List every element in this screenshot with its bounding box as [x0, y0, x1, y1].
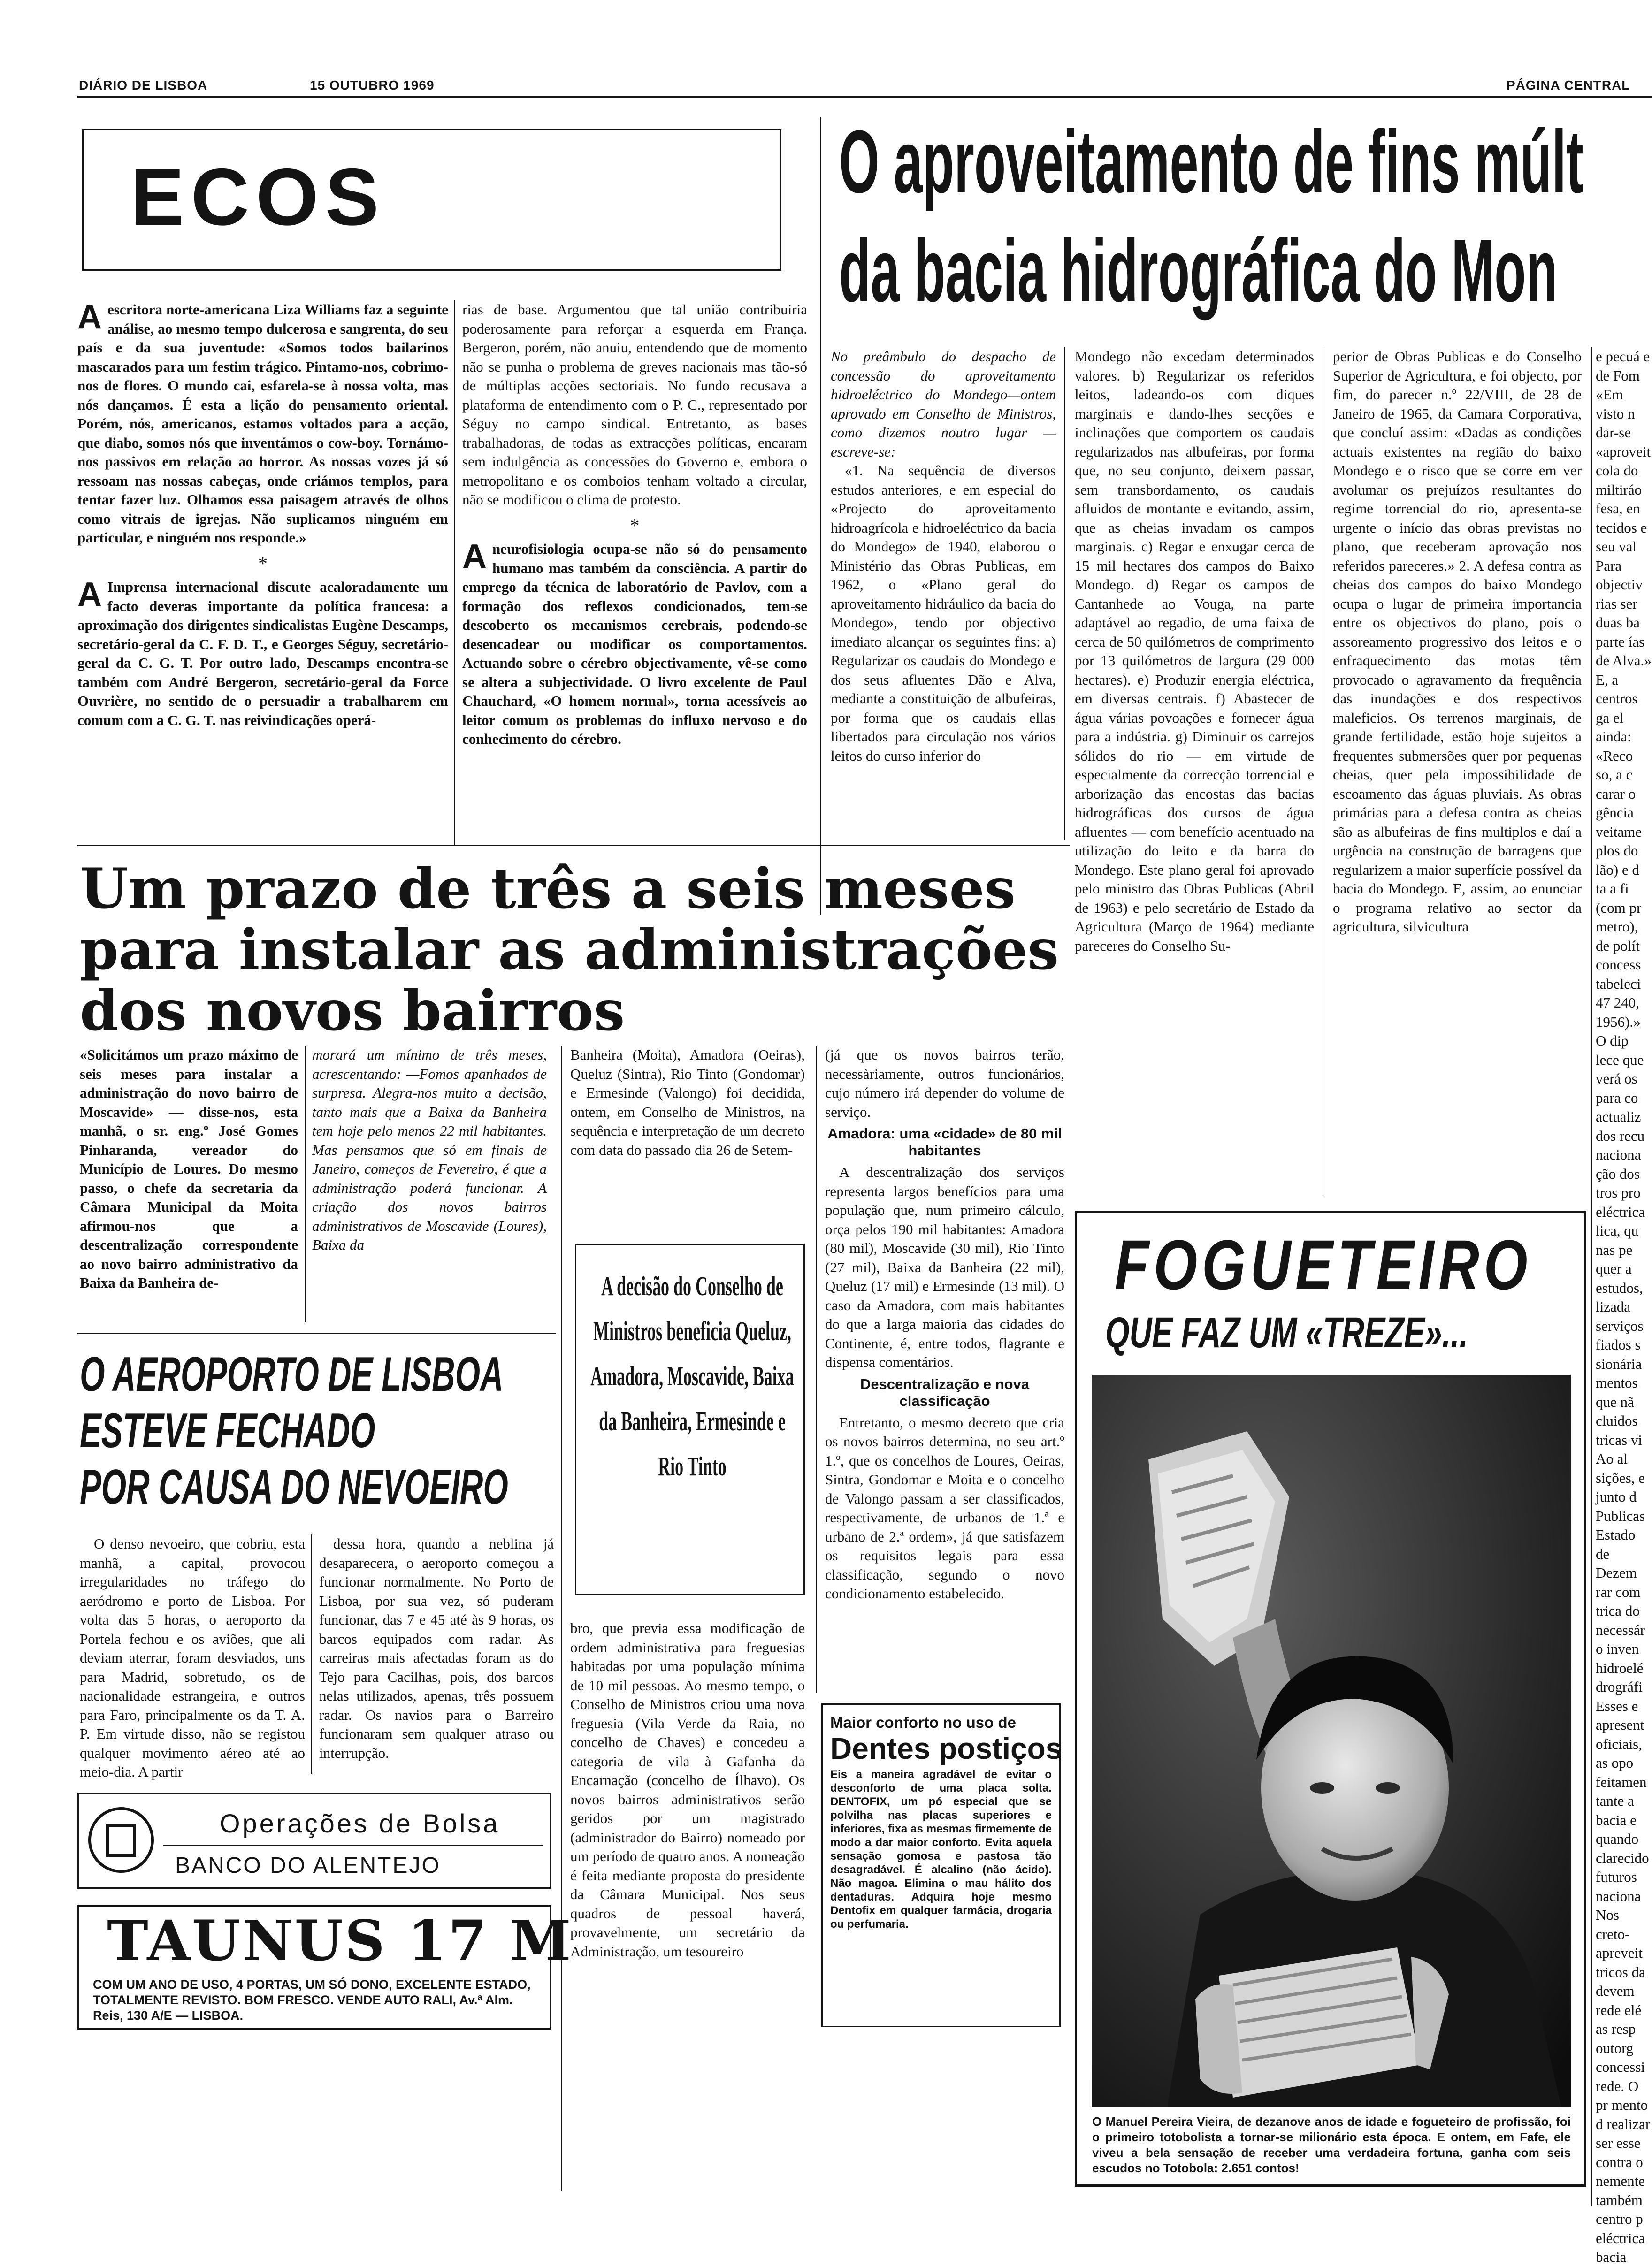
mondego-body-4: e pecuá e de Fom «Em visto n dar-se «aproveit cola do miltiráo fesa, en tecidos e seu val Para objectiv rias ser duas ba parte ías de Alva.» E, a centros ga el ainda: «Reco so, a c carar o gência veitame plos do lão) e d ta a fi (com pr metro), de polít concess tabeleci 47 240, 1956).» O dip lece que verá os para co actualiz dos recu naciona ção dos tros pro eléctrica lica, qu nas pe quer a estudos, lizada serviços fiados s sionária mentos que nã cluidos tricas vi Ao al sições, e junto d Publicas Estado de Dezem rar com trica do necessár o inven hidroelé drográfi Esses e apresent oficiais, as opo feitamen tante a bacia e quando clarecido futuros naciona Nos creto-apreveit tricos da devem rede elé as resp outorg concessi rede. O pr mento d realizar ser esse contra o nemente também centro p eléctrica bacia: [1596, 348, 1652, 2265]
prazo-decision-text: A decisão do Conselho de Ministros beneficia Queluz, Amadora, Moscavide, Baixa da Banheira, Ermesinde e Rio Tinto: [590, 1271, 794, 1481]
prazo-body-4-end: Entretanto, o mesmo decreto que cria os novos bairros determina, no seu art.º 1.º, que os concelhos de Loures, Oeiras, Sintra, Gondomar e Moita e o concelho de Valongo passam a ser classificados, respectivamente, de urbanos de 1.ª e urbano de 2.ª ordem», já que satisfazem os requisitos legais para essa classificação, segundo o novo condicionamento estabelecido.: [825, 1414, 1064, 1602]
prazo-body-2: morará um mínimo de três meses, acrescentando: —Fomos apanhados de surpresa. Alegra-nos muito a decisão, tanto mais que a Baixa da Banheira tem hoje pelo menos 22 mil habitantes. Mas pensamos que só em finais de Janeiro, começos de Fevereiro, é que a administração poderá funcionar. A criação dos novos bairros administrativos de Moscavide (Loures), Baixa da: [312, 1046, 547, 1253]
aeroporto-body-2: dessa hora, quando a neblina já desaparecera, o aeroporto começou a funcionar normalmente. No Porto de Lisboa, por sua vez, só puderam funcionar, das 7 e 45 até às 9 horas, os barcos equipados com radar. As carreiras mais afectadas foram as do Tejo para Cacilhas, pois, dos barcos nelas utilizados, apenas, três possuem radar. Os navios para o Barreiro funcionaram sem qualquer atraso ou interrupção.: [319, 1535, 554, 1761]
ecos-item-neuro: neurofisiologia ocupa-se não só do pensamento humano mas também da consciência. A partir do emprego da técnica de laboratório de Pavlov, com a formação dos reflexos condicionados, tem-se descoberto os mecanismos cerebrais, podendo-se desencadear ou modificar os comportamentos. Actuando sobre o cérebro objectivamente, vê-se como se altera a subjectividade. O livro excelente de Paul Chauchard, «O homem normal», torna acessíveis ao leitor comum os problemas do influxo nervoso e do conhecimento do cérebro.: [462, 541, 807, 747]
ecos-logo: ECOS: [130, 152, 386, 242]
prazo-column-1: [80, 1046, 298, 1327]
prazo-headline-1: Um prazo de três a seis meses: [80, 856, 1016, 921]
mondego-headline-clip: [831, 113, 1652, 338]
prazo-body-1: «Solicitámos um prazo máximo de seis meses para instalar a administração do novo bairro de Moscavide» — disse-nos, esta manhã, o sr. eng.º José Gomes Pinharanda, vereador do Município de Loures. Do mesmo passo, o chefe da secretaria da Câmara Municipal da Moita afirmou-nos que a descentralização correspondente ao novo bairro administrativo da Baixa da Banheira de-: [80, 1046, 298, 1291]
dentes-text: Eis a maneira agradável de evitar o desconforto de uma placa solta. DENTOFIX, um pó especial que se polvilha nas placas superiores e inferiores, fixa as mesmas firmemente de modo a dar maior conforto. Evita aquela sensação gomosa e pastosa tão desagradável. É alcalino (não ácido). Não magoa. Elimina o mau hálito dos dentaduras. Adquira hoje mesmo Dentofix em qualquer farmácia, drogaria ou perfumaria.: [830, 1768, 1052, 1931]
ecos-logo-box: [82, 129, 781, 271]
ecos-column-2: rias de base. Argumentou que tal união contribuiria poderosamente para reforçar a esquerda em França. Bergeron, porém, não anuiu, entendendo que de momento não se punha o problema de greves nacionais mas tão-só de múltiplas acções sectoriais. No fundo recusava a plataforma de entendimento com o P. C., representado por Séguy no campo sindical. Entretanto, as bases trabalhadoras, de todas as extracções políticas, encaram sem indulgência as concessões do Governo e, embora o metropolitano e os comboios tenham voltado a circular, não se modificou o clima de protesto. * Aneurofisiologia ocupa-se não só do pensamento humano mas também da consciência. A partir do emprego da técnica de laboratório de Pavlov, com a formação dos reflexos condicionados, tem-se descoberto os mecanismos cerebrais, podendo-se desencadear ou modificar os comportamentos. Actuando sobre o cérebro objectivamente, vê-se como se altera a subjectividade. O livro excelente de Paul Chauchard, «O homem normal», torna acessíveis ao leitor comum os problemas do influxo nervoso e do conhecimento do cérebro.: [462, 301, 807, 747]
masthead-date: 15 OUTUBRO 1969: [310, 78, 435, 92]
prazo-rule-2: [561, 1046, 562, 2191]
aeroporto-column-1: [80, 1534, 305, 1778]
fogueteiro-title-1: FOGUETEIRO: [1115, 1225, 1532, 1304]
prazo-top-rule: [77, 845, 1070, 846]
prazo-column-4: [825, 1046, 1064, 1693]
fogueteiro-photo: [1092, 1375, 1571, 2107]
bolsa-line-2: BANCO DO ALENTEJO: [175, 1853, 441, 1878]
prazo-column-3-bottom: [570, 1619, 805, 2196]
mondego-intro: No preâmbulo do despacho de concessão do aproveitamento hidroeléctrico do Mondego—ontem aprovado em Conselho de Ministros, como dizemos noutro lugar — escreve-se:: [831, 348, 1056, 460]
prazo-body-4-mid: A descentralização dos serviços representa largos benefícios para uma população que, num primeiro cálculo, orça pelos 190 mil habitantes: Amadora (80 mil), Moscavide (30 mil), Rio Tinto (27 mil), Baixa da Banheira (22 mil), Queluz (17 mil) e Ermesinde (13 mil). O caso da Amadora, com mais habitantes do que a larga maioria das cidades do Continente, é, entre todos, flagrante e dispensa comentários.: [825, 1164, 1064, 1370]
ecos-item-literary: escritora norte-americana Liza Williams faz a seguinte análise, ao mesmo tempo dulcerosa e sangrenta, do seu país e da sua juventude: «Somos todos bailarinos mascarados para um festim trágico. Pintamo-nos, cobrimo-nos de flores. O mundo cai, esfarela-se à nossa volta, mas nós dançamos. É esta a lição do pensamento oriental. Porém, nós, americanos, estamos voltados para a acção, que diabo, somos nós que inventámos o cow-boy. Tornámo-nos passivos em relação ao horror. As nossas vozes já só ressoam nas nossas cabeças, onde criámos templos, para tentar fazer luz. Olhamos essa paisagem através de olhos como vitrais de igrejas. Não suplicamos ninguém em particular, e ninguém nos responde.»: [77, 301, 448, 546]
prazo-rule-3: [816, 1046, 817, 1693]
dentes-title-2: Dentes postiços: [830, 1732, 1063, 1765]
prazo-column-2: [312, 1046, 547, 1327]
mondego-left-rule: [820, 117, 821, 915]
ecos-item-unions: Imprensa internacional discute acaloradamente um facto deveras importante da política francesa: a aproximação dos dirigentes sindicalistas Eugène Descamps, secretário-geral da C. F. D. T., e Georges Séguy, secretário-geral da C. G. T. Por outro lado, Descamps encontra-se também com André Bergeron, secretário-geral da Force Ouvrière, no sentido de o persuadir a trabalharem em comum com a C. G. T. nas reivindicações operá-: [77, 579, 448, 728]
bolsa-ad: [77, 1793, 551, 1889]
mondego-column-2: [1075, 347, 1314, 1197]
ecos-item-unions-cont: rias de base. Argumentou que tal união contribuiria poderosamente para reforçar a esquerda em França. Bergeron, porém, não anuiu, entendendo que de momento não se punha o problema de greves nacionais mas tão-só de múltiplas acções sectoriais. No fundo recusava a plataforma de entendimento com o P. C., representado por Séguy no campo sindical. Entretanto, as bases trabalhadoras, de todas as extracções políticas, encaram sem indulgência as concessões do Governo e, embora o metropolitano e os comboios tenham voltado a circular, não se modificou o clima de protesto.: [462, 301, 807, 508]
fogueteiro-caption: O Manuel Pereira Vieira, de dezanove anos de idade e fogueteiro de profissão, foi o primeiro totobolista a tornar-se milionário esta época. E ontem, em Fafe, ele viveu a bela sensação de receber uma verdadeira fortuna, ganha com seis escudos no Totobola: 2.651 contos!: [1092, 2114, 1571, 2175]
ecos-separator-2: *: [630, 514, 640, 536]
masthead-section: PÁGINA CENTRAL: [1507, 78, 1630, 92]
mondego-headline-2: da bacia hidrográfica do Mon: [839, 221, 1558, 321]
aeroporto-body-1: O denso nevoeiro, que cobriu, esta manhã, a capital, provocou irregularidades no tráfego do aeródromo e porto de Lisboa. Por volta das 5 horas, o aeroporto da Portela fechou e os aviões, que ali deviam aterrar, foram desviados, uns para Madrid, sobretudo, os de nacionalidade estrangeira, e outros para Faro, principalmente os da T. A. P. Em virtude disso, não se registou qualquer movimento aéreo até ao meio-dia. A partir: [80, 1535, 305, 1780]
masthead-rule: [77, 96, 1652, 98]
prazo-body-4-top: (já que os novos bairros terão, necessàriamente, outros funcionários, cujo número irá depender do volume de serviço.: [825, 1046, 1064, 1120]
masthead-paper: DIÁRIO DE LISBOA: [79, 78, 208, 92]
aeroporto-column-2: [319, 1534, 554, 1778]
taunus-text: COM UM ANO DE USO, 4 PORTAS, UM SÓ DONO, EXCELENTE ESTADO, TOTALMENTE REVISTO. BOM FRESCO. VENDE AUTO RALI, Av.ª Alm. Reis, 130 A/E — LISBOA.: [93, 1977, 531, 2023]
taunus-ad: [77, 1905, 573, 2030]
fogueteiro-title-2: QUE FAZ UM «TREZE»...: [1105, 1309, 1468, 1357]
aeroporto-headline-1: O AEROPORTO DE LISBOA: [80, 1347, 504, 1402]
mondego-rule-3: [1591, 347, 1592, 2206]
dentes-title-1: Maior conforto no uso de: [830, 1714, 1016, 1731]
mondego-column-4: [1596, 347, 1652, 2265]
prazo-rule-1: [305, 1046, 306, 1322]
dentes-ad: [821, 1703, 1061, 2027]
prazo-body-3-bottom: bro, que previa essa modificação de ordem administrativa para freguesias habitadas por uma população mínima de 10 mil pessoas. Ao mesmo tempo, o Conselho de Ministros criou uma nova freguesia (Vila Verde da Raia, no concelho de Chaves) e concedeu a categoria de vila à Gafanha da Encarnação (concelho de Ílhavo). Os novos bairros administrativos serão geridos por um magistrado (administrador do Bairro) nomeado por um período de quatro anos. A nomeação é feita mediante proposta do presidente da Câmara Municipal. Nos seus quadros de pessoal haverá, provavelmente, um secretário da Administração, um tesoureiro: [570, 1620, 805, 1960]
aeroporto-top-rule: [77, 1333, 556, 1334]
ecos-separator: *: [258, 552, 268, 574]
prazo-headline-2: para instalar as administrações: [80, 917, 1059, 982]
fogueteiro-box: [1075, 1211, 1586, 2187]
mondego-headline-1: O aproveitamento de fins múlt: [839, 112, 1583, 212]
mondego-body-2: Mondego não excedam determinados valores. b) Regularizar os referidos leitos, ladeando-os com diques marginais e dando-lhes secções e inclinações que comportem os caudais regularizados nas albufeiras, por forma que, no seu conjunto, deixem passar, sem transbordamento, os caudais afluidos de montante e evitando, assim, que as cheias invadam os campos marginais. c) Regar e enxugar cerca de 15 mil hectares dos campos do Baixo Mondego. d) Regar os campos de Cantanhede ao Vouga, na parte adaptável ao regadio, de uma faixa de cerca de 50 quilómetros de comprimento por 13 quilómetros de largura (29 000 hectares). e) Produzir energia eléctrica, em diversas centrais. f) Abastecer de água várias povoações e fornecer água para a indústria. g) Diminuir os carrejos sólidos do rio — em virtude de especialmente da correcção torrencial e arborização das encostas das bacias hidrográficas dos cursos de água afluentes — com benefício acentuado na utilização do leito e da barra do Mondego. Este plano geral foi aprovado pelo ministro das Obras Publicas (Abril de 1963) e pelo secretário de Estado da Agricultura (Março de 1964) mediante pareceres do Conselho Su-: [1075, 348, 1314, 954]
bolsa-divider: [163, 1845, 543, 1846]
prazo-subhead-classificacao: Descentralização e nova classificação: [860, 1375, 1030, 1409]
bolsa-line-1: Operações de Bolsa: [220, 1809, 500, 1838]
prazo-decision-box: [575, 1244, 805, 1595]
aeroporto-rule: [311, 1534, 312, 1774]
bolsa-emblem: [88, 1807, 154, 1873]
taunus-title: TAUNUS 17 M: [107, 1908, 573, 1973]
mondego-body-1: «1. Na sequência de diversos estudos anteriores, e em especial do «Projecto do aproveitamento hidroagrícola e hidroeléctrico da bacia do Mondego» de 1940, elaborou o Ministério das Obras Publicas, em 1962, o «Plano geral do aproveitamento hidráulico da bacia do Mondego», tendo por objectivo imediato alcançar os seguintes fins: a) Regularizar os caudais do Mondego e dos seus afluentes Dão e Alva, mediante a constituição de albufeiras, por forma que os caudais ellas libertados para circulação nos vários leitos do curso inferior do: [831, 462, 1056, 764]
prazo-headline-3: dos novos bairros: [80, 978, 625, 1043]
mondego-column-1: [831, 347, 1056, 831]
prazo-subhead-amadora: Amadora: uma «cidade» de 80 mil habitantes: [827, 1125, 1062, 1159]
aeroporto-headline-3: POR CAUSA DO NEVOEIRO: [80, 1460, 508, 1514]
prazo-column-3-top: [570, 1046, 805, 1233]
ecos-column-1: Aescritora norte-americana Liza Williams faz a seguinte análise, ao mesmo tempo dulcerosa e sangrenta, do seu país e da sua juventude: «Somos todos bailarinos mascarados para um festim trágico. Pintamo-nos, cobrimo-nos de flores. O mundo cai, esfarela-se à nossa volta, mas nós dançamos. É esta a lição do pensamento oriental. Porém, nós, americanos, estamos voltados para a acção, que diabo, somos nós que inventámos o cow-boy. Tornámo-nos passivos em relação ao horror. As nossas vozes já só ressoam nas nossas cabeças, onde criámos templos, para tentar fazer luz. Olhamos essa paisagem através de olhos como vitrais de igrejas. Não suplicamos ninguém em particular, e ninguém nos responde.» * A Imprensa internacional discute acaloradamente um facto deveras importante da política francesa: a aproximação dos dirigentes sindicalistas Eugène Descamps, secretário-geral da C. F. D. T., e Georges Séguy, secretário-geral da C. G. T. Por outro lado, Descamps encontra-se também com André Bergeron, secretário-geral da Force Ouvrière, no sentido de o persuadir a trabalharem em comum com a C. G. T. nas reivindicações operá-: [77, 298, 448, 728]
mondego-column-3: [1333, 347, 1582, 1201]
ecos-column-rule: [454, 300, 455, 845]
mondego-body-3: perior de Obras Publicas e do Conselho Superior de Agricultura, e foi objecto, por fim, do parecer n.º 22/VIII, de 28 de Janeiro de 1965, da Camara Corporativa, que concluí assim: «Dadas as condições actuais existentes na região do baixo Mondego e o risco que se corre em ver avolumar os prejuízos resultantes do regime torrencial do rio, apresenta-se urgente o início das obras previstas no plano, que receberam aprovação nos referidos pareceres.» 2. A defesa contra as cheias dos campos do baixo Mondego ocupa o lugar de primeira importancia entre os objectivos do plano, pois o assoreamento progressivo dos leitos e o enfraquecimento das motas têm provocado o agravamento da frequência das inundações e dos respectivos maleficios. Os terrenos marginais, de grande fertilidade, estão hoje sujeitos a frequentes submersões quer por pequenas cheias, quer pela impossibilidade de escoamento das águas pluviais. As obras primárias para a defesa contra as cheias são as albufeiras de fins multiplos e daí a urgência na construção de barragens que regularizem a maior superfície possível da bacia do Mondego. E, assim, ao enunciar o programa relativo ao sector da agricultura, silvicultura: [1333, 348, 1582, 935]
mondego-rule-1: [1064, 347, 1065, 840]
prazo-body-3-top: Banheira (Moita), Amadora (Oeiras), Queluz (Sintra), Rio Tinto (Gondomar) e Ermesinde (Valongo) foi decidida, ontem, em Conselho de Ministros, na sequência e interpretação de um decreto com data do passado dia 26 de Setem-: [570, 1046, 805, 1158]
aeroporto-headline-2: ESTEVE FECHADO: [80, 1404, 375, 1458]
fogueteiro-photo-image: [1092, 1375, 1571, 2107]
